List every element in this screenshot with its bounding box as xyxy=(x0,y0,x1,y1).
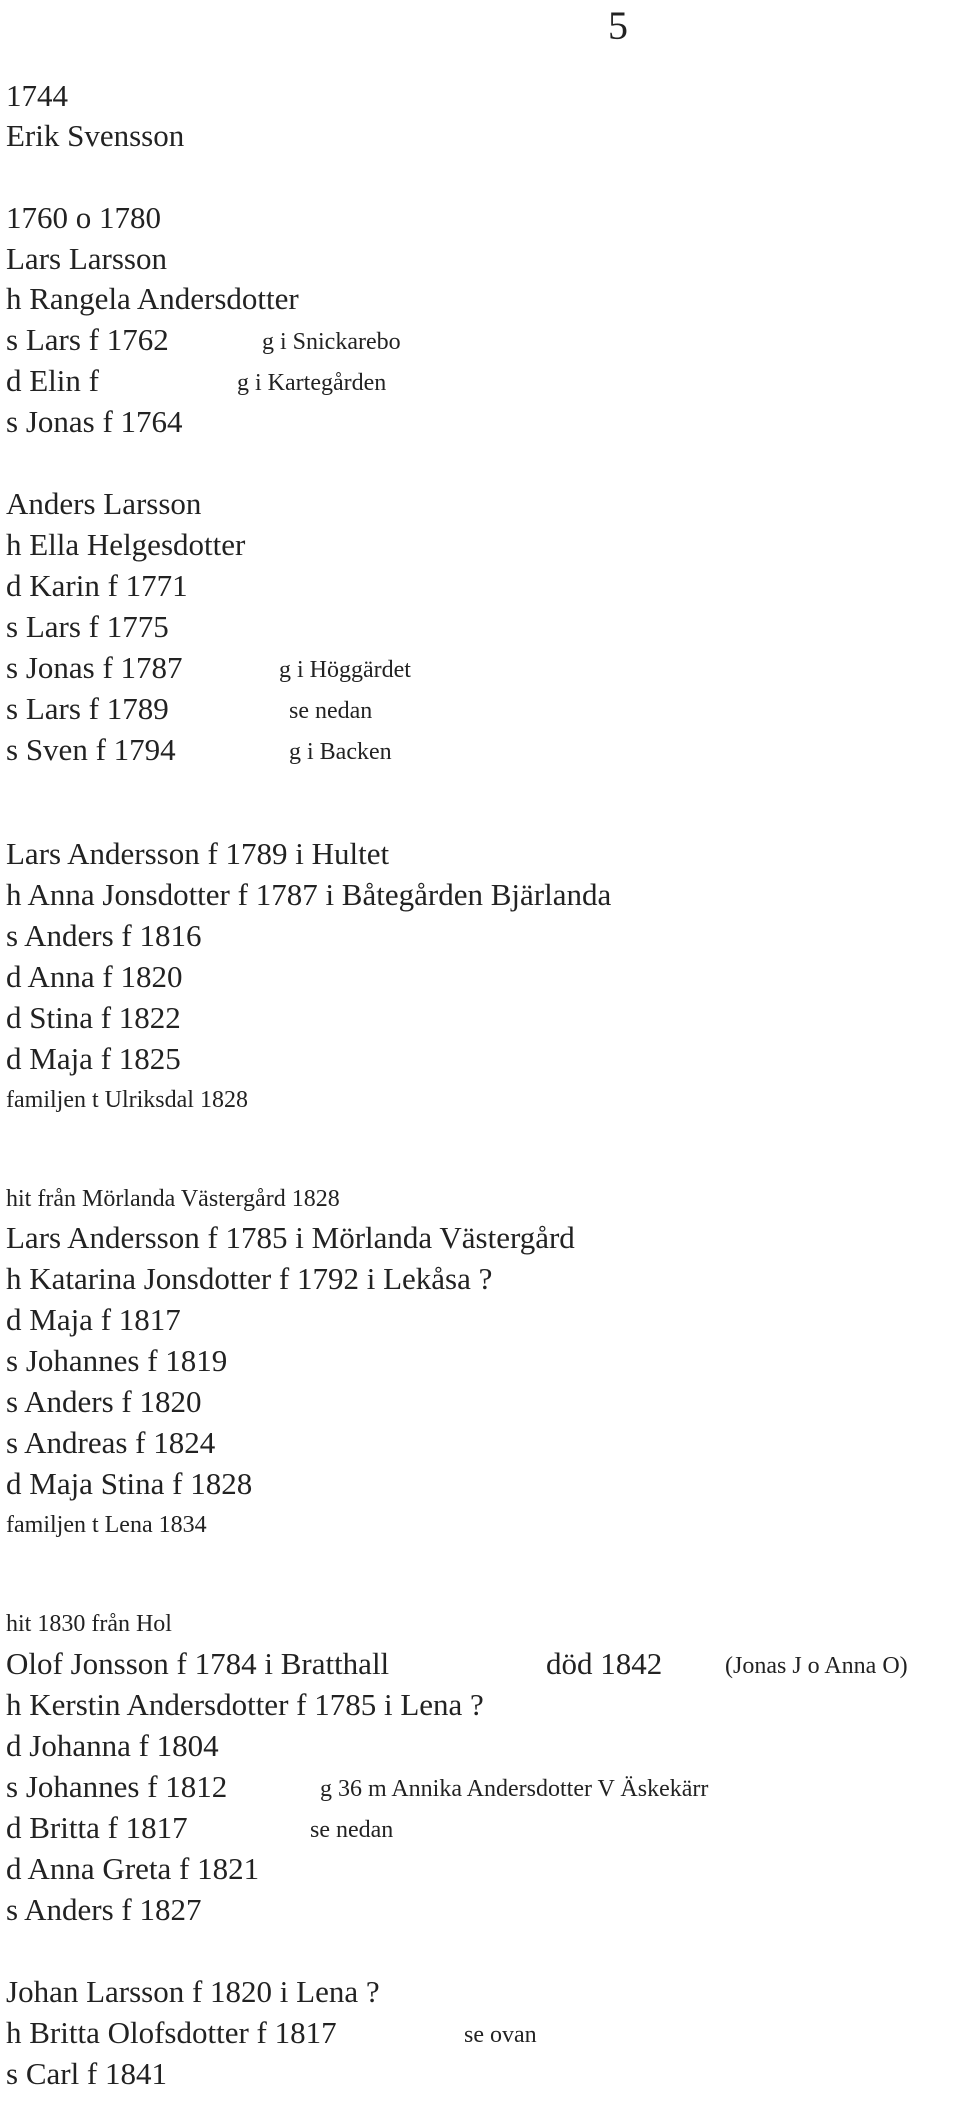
text-line: d Johanna f 1804 xyxy=(6,1728,219,1763)
text-note: se ovan xyxy=(464,2022,537,2048)
text-note: g i Höggärdet xyxy=(279,657,411,683)
text-line: s Lars f 1789 xyxy=(6,691,169,726)
text-note: g i Snickarebo xyxy=(262,329,401,355)
text-line: s Sven f 1794 xyxy=(6,732,176,767)
text-line: s Jonas f 1764 xyxy=(6,404,183,439)
text-line: d Elin f xyxy=(6,363,99,398)
text-line: d Karin f 1771 xyxy=(6,568,188,603)
text-line: s Anders f 1820 xyxy=(6,1384,202,1419)
text-line: Johan Larsson f 1820 i Lena ? xyxy=(6,1974,380,2009)
text-line: Olof Jonsson f 1784 i Bratthall xyxy=(6,1646,390,1681)
text-line: s Lars f 1775 xyxy=(6,609,169,644)
text-line: h Ella Helgesdotter xyxy=(6,527,246,562)
text-line: s Carl f 1841 xyxy=(6,2056,168,2091)
text-note: (Jonas J o Anna O) xyxy=(725,1653,908,1679)
text-line: d Maja Stina f 1828 xyxy=(6,1466,253,1501)
text-line: familjen t Lena 1834 xyxy=(6,1512,207,1538)
text-line: s Andreas f 1824 xyxy=(6,1425,216,1460)
text-line: Erik Svensson xyxy=(6,118,185,153)
text-line: h Katarina Jonsdotter f 1792 i Lekåsa ? xyxy=(6,1261,493,1296)
text-line: d Britta f 1817 xyxy=(6,1810,188,1845)
text-line: s Johannes f 1819 xyxy=(6,1343,228,1378)
text-line: d Anna Greta f 1821 xyxy=(6,1851,260,1886)
text-line: s Johannes f 1812 xyxy=(6,1769,228,1804)
text-line: hit 1830 från Hol xyxy=(6,1611,172,1637)
text-line: d Maja f 1825 xyxy=(6,1041,181,1076)
text-note: g i Backen xyxy=(289,739,392,765)
text-line: s Anders f 1816 xyxy=(6,918,202,953)
text-line: Lars Larsson xyxy=(6,241,167,276)
text-line: Lars Andersson f 1785 i Mörlanda Västergård xyxy=(6,1220,575,1255)
text-line: familjen t Ulriksdal 1828 xyxy=(6,1087,248,1113)
text-line: s Anders f 1827 xyxy=(6,1892,202,1927)
text-line: s Jonas f 1787 xyxy=(6,650,183,685)
text-note: g i Kartegården xyxy=(237,370,387,396)
text-line: d Stina f 1822 xyxy=(6,1000,181,1035)
text-note: se nedan xyxy=(289,698,373,724)
text-line: h Rangela Andersdotter xyxy=(6,281,299,316)
text-line: Lars Andersson f 1789 i Hultet xyxy=(6,836,390,871)
text-line: Anders Larsson xyxy=(6,486,202,521)
text-line: hit från Mörlanda Västergård 1828 xyxy=(6,1186,340,1212)
text-line: d Anna f 1820 xyxy=(6,959,183,994)
text-line: h Kerstin Andersdotter f 1785 i Lena ? xyxy=(6,1687,484,1722)
text-line: 1744 xyxy=(6,78,68,113)
text-line: h Anna Jonsdotter f 1787 i Båtegården Bjärlanda xyxy=(6,877,612,912)
text-note: död 1842 xyxy=(546,1646,663,1681)
page-number: 5 xyxy=(608,3,628,48)
text-note: se nedan xyxy=(310,1817,394,1843)
text-line: s Lars f 1762 xyxy=(6,322,169,357)
text-line: 1760 o 1780 xyxy=(6,200,161,235)
text-line: h Britta Olofsdotter f 1817 xyxy=(6,2015,337,2050)
text-note: g 36 m Annika Andersdotter V Äskekärr xyxy=(320,1776,709,1802)
text-line: d Maja f 1817 xyxy=(6,1302,181,1337)
